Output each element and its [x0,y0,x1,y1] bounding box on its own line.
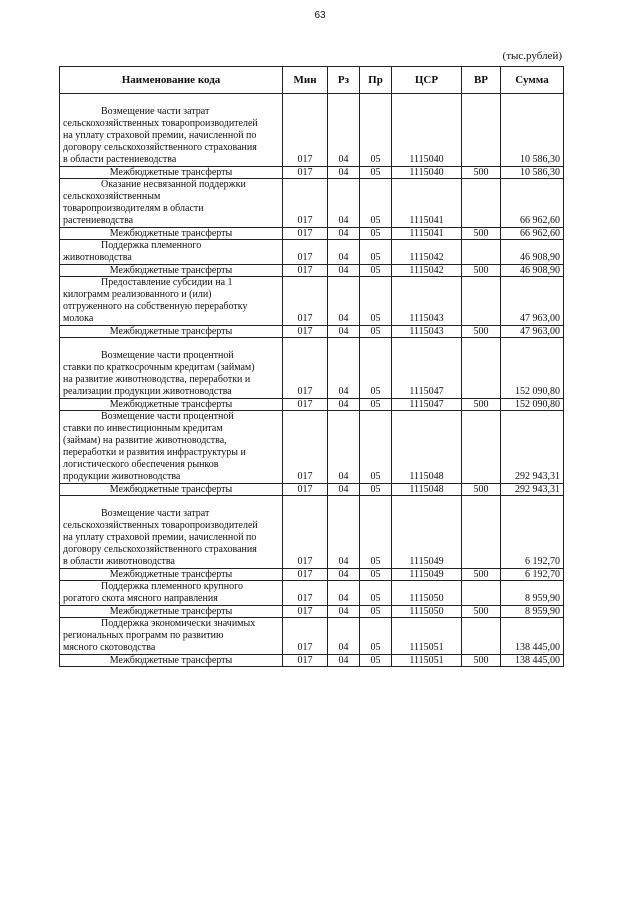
cell-rz: 04 [328,411,360,484]
cell-sum: 292 943,31 [501,484,564,496]
cell-rz: 04 [328,496,360,569]
cell-rz: 04 [328,399,360,411]
cell-min: 017 [283,581,328,606]
row-name [60,581,283,606]
cell-pr: 05 [360,618,392,655]
cell-vr [462,240,501,265]
cell-sum: 152 090,80 [501,338,564,399]
cell-csr: 1115040 [392,167,462,179]
cell-min: 017 [283,326,328,338]
cell-rz: 04 [328,240,360,265]
cell-csr: 1115040 [392,94,462,167]
cell-pr: 05 [360,484,392,496]
row-name-line: Поддержка экономически значимых [101,618,256,629]
row-name [60,167,283,179]
row-name [60,411,283,484]
row-name [60,326,283,338]
row-name-line: Возмещение части процентной [101,411,234,422]
cell-pr: 05 [360,411,392,484]
cell-pr: 05 [360,606,392,618]
row-name-line: Межбюджетные трансферты [109,484,233,495]
cell-csr: 1115041 [392,179,462,228]
row-name-line: товаропроизводителям в области [63,203,204,214]
cell-pr: 05 [360,277,392,326]
table-header-row [60,67,564,94]
cell-vr [462,411,501,484]
row-name-line: Межбюджетные трансферты [109,265,233,276]
row-name-line: на развитие животноводства, переработки и [63,374,251,385]
cell-sum: 6 192,70 [501,496,564,569]
row-name-line: Возмещение части затрат [101,508,210,519]
row-name-line: сельскохозяйственных товаропроизводителей [63,118,258,129]
cell-min: 017 [283,569,328,581]
cell-vr [462,338,501,399]
transfer-row [60,569,564,581]
cell-csr: 1115043 [392,277,462,326]
row-name [60,399,283,411]
cell-pr: 05 [360,569,392,581]
cell-rz: 04 [328,655,360,667]
row-name-line: Межбюджетные трансферты [109,228,233,239]
cell-pr: 05 [360,228,392,240]
cell-min: 017 [283,277,328,326]
cell-rz: 04 [328,618,360,655]
row-name [60,496,283,569]
row-name-line: на уплату страховой премии, начисленной по [63,130,257,141]
cell-rz: 04 [328,338,360,399]
row-name [60,94,283,167]
cell-pr: 05 [360,179,392,228]
row-name-line: договору сельскохозяйственного страхования [63,142,257,153]
row-name [60,606,283,618]
header-vr: ВР [462,67,501,94]
row-name-line: реализации продукции животноводства [63,386,232,397]
cell-rz: 04 [328,484,360,496]
row-name-line: Межбюджетные трансферты [109,167,233,178]
cell-vr [462,618,501,655]
row-name [60,179,283,228]
transfer-row [60,606,564,618]
cell-csr: 1115050 [392,581,462,606]
cell-rz: 04 [328,167,360,179]
table-row [60,240,564,265]
header-csr: ЦСР [392,67,462,94]
row-name-line: Межбюджетные трансферты [109,606,233,617]
cell-min: 017 [283,618,328,655]
row-name-line: рогатого скота мясного направления [63,593,218,604]
cell-csr: 1115047 [392,338,462,399]
cell-csr: 1115049 [392,569,462,581]
page-number: 63 [314,10,326,21]
cell-pr: 05 [360,655,392,667]
row-name-line: Возмещение части затрат [101,106,210,117]
cell-min: 017 [283,606,328,618]
row-name [60,338,283,399]
transfer-row [60,167,564,179]
cell-csr: 1115041 [392,228,462,240]
cell-sum: 66 962,60 [501,228,564,240]
row-name-line: продукции животноводства [63,471,181,482]
cell-min: 017 [283,167,328,179]
cell-sum: 66 962,60 [501,179,564,228]
cell-min: 017 [283,94,328,167]
cell-vr [462,496,501,569]
cell-min: 017 [283,655,328,667]
row-name-line: ставки по краткосрочным кредитам (займам) [63,362,255,373]
cell-rz: 04 [328,606,360,618]
row-name-line: растениеводства [63,215,134,226]
table-row [60,277,564,326]
header-min: Мин [283,67,328,94]
cell-csr: 1115051 [392,618,462,655]
unit-label: (тыс.рублей) [502,50,562,62]
row-name-line: сельскохозяйственным [63,191,161,202]
row-name [60,228,283,240]
header-name: Наименование кода [60,67,283,94]
cell-csr: 1115048 [392,411,462,484]
spacer [63,94,279,106]
row-name-line: отгруженного на собственную переработку [63,301,248,312]
cell-csr: 1115043 [392,326,462,338]
table-row [60,618,564,655]
cell-vr: 500 [462,167,501,179]
cell-vr: 500 [462,606,501,618]
row-name [60,618,283,655]
row-name [60,484,283,496]
row-name-line: Поддержка племенного крупного [101,581,243,592]
transfer-row [60,399,564,411]
row-name-line: в области животноводства [63,556,175,567]
budget-table [59,66,564,667]
cell-rz: 04 [328,94,360,167]
row-name-line: мясного скотоводства [63,642,156,653]
cell-sum: 8 959,90 [501,581,564,606]
header-rz: Рз [328,67,360,94]
row-name-line: на уплату страховой премии, начисленной по [63,532,257,543]
row-name-line: (займам) на развитие животноводства, [63,435,227,446]
cell-vr [462,94,501,167]
row-name [60,240,283,265]
cell-sum: 138 445,00 [501,618,564,655]
cell-rz: 04 [328,179,360,228]
cell-sum: 138 445,00 [501,655,564,667]
transfer-row [60,228,564,240]
cell-vr [462,277,501,326]
header-pr: Пр [360,67,392,94]
cell-vr: 500 [462,326,501,338]
cell-pr: 05 [360,240,392,265]
cell-rz: 04 [328,581,360,606]
cell-pr: 05 [360,581,392,606]
transfer-row [60,655,564,667]
cell-sum: 47 963,00 [501,277,564,326]
cell-pr: 05 [360,94,392,167]
table-row [60,411,564,484]
row-name [60,655,283,667]
cell-pr: 05 [360,338,392,399]
spacer [63,496,279,508]
cell-sum: 47 963,00 [501,326,564,338]
spacer [63,338,279,350]
cell-min: 017 [283,179,328,228]
cell-rz: 04 [328,228,360,240]
cell-sum: 10 586,30 [501,167,564,179]
table-body [60,94,564,667]
cell-rz: 04 [328,265,360,277]
row-name-line: Поддержка племенного [101,240,202,251]
cell-vr [462,581,501,606]
table-row [60,496,564,569]
row-name-line: договору сельскохозяйственного страхования [63,544,257,555]
row-name-line: Межбюджетные трансферты [109,655,233,666]
transfer-row [60,265,564,277]
row-name-line: животноводства [63,252,132,263]
row-name-line: Межбюджетные трансферты [109,326,233,337]
table-row [60,338,564,399]
row-name [60,265,283,277]
cell-min: 017 [283,240,328,265]
row-name-line: сельскохозяйственных товаропроизводителей [63,520,258,531]
cell-min: 017 [283,411,328,484]
cell-pr: 05 [360,496,392,569]
cell-csr: 1115047 [392,399,462,411]
row-name-line: Межбюджетные трансферты [109,399,233,410]
cell-vr: 500 [462,228,501,240]
cell-min: 017 [283,399,328,411]
cell-csr: 1115049 [392,496,462,569]
row-name [60,569,283,581]
cell-pr: 05 [360,265,392,277]
row-name-line: Возмещение части процентной [101,350,234,361]
cell-min: 017 [283,484,328,496]
header-sum: Сумма [501,67,564,94]
cell-sum: 8 959,90 [501,606,564,618]
cell-sum: 46 908,90 [501,265,564,277]
cell-min: 017 [283,265,328,277]
cell-rz: 04 [328,277,360,326]
cell-vr: 500 [462,569,501,581]
cell-csr: 1115042 [392,240,462,265]
cell-pr: 05 [360,399,392,411]
cell-csr: 1115048 [392,484,462,496]
cell-pr: 05 [360,326,392,338]
table-row [60,94,564,167]
row-name-line: в области растениеводства [63,154,177,165]
row-name-line: килограмм реализованного и (или) [63,289,212,300]
cell-sum: 46 908,90 [501,240,564,265]
row-name-line: молока [63,313,94,324]
cell-vr: 500 [462,655,501,667]
row-name-line: ставки по инвестиционным кредитам [63,423,223,434]
cell-vr [462,179,501,228]
cell-min: 017 [283,496,328,569]
row-name-line: Предоставление субсидии на 1 [101,277,233,288]
cell-csr: 1115050 [392,606,462,618]
cell-sum: 10 586,30 [501,94,564,167]
row-name-line: переработки и развития инфраструктуры и [63,447,246,458]
row-name-line: Межбюджетные трансферты [109,569,233,580]
cell-csr: 1115042 [392,265,462,277]
cell-min: 017 [283,228,328,240]
cell-rz: 04 [328,569,360,581]
row-name-line: логистического обеспечения рынков [63,459,219,470]
row-name-line: региональных программ по развитию [63,630,224,641]
cell-csr: 1115051 [392,655,462,667]
row-name-line: Оказание несвязанной поддержки [101,179,246,190]
transfer-row [60,484,564,496]
table-row [60,179,564,228]
cell-sum: 292 943,31 [501,411,564,484]
cell-sum: 6 192,70 [501,569,564,581]
table-row [60,581,564,606]
cell-rz: 04 [328,326,360,338]
cell-vr: 500 [462,484,501,496]
cell-pr: 05 [360,167,392,179]
cell-vr: 500 [462,399,501,411]
cell-vr: 500 [462,265,501,277]
cell-min: 017 [283,338,328,399]
row-name [60,277,283,326]
transfer-row [60,326,564,338]
cell-sum: 152 090,80 [501,399,564,411]
